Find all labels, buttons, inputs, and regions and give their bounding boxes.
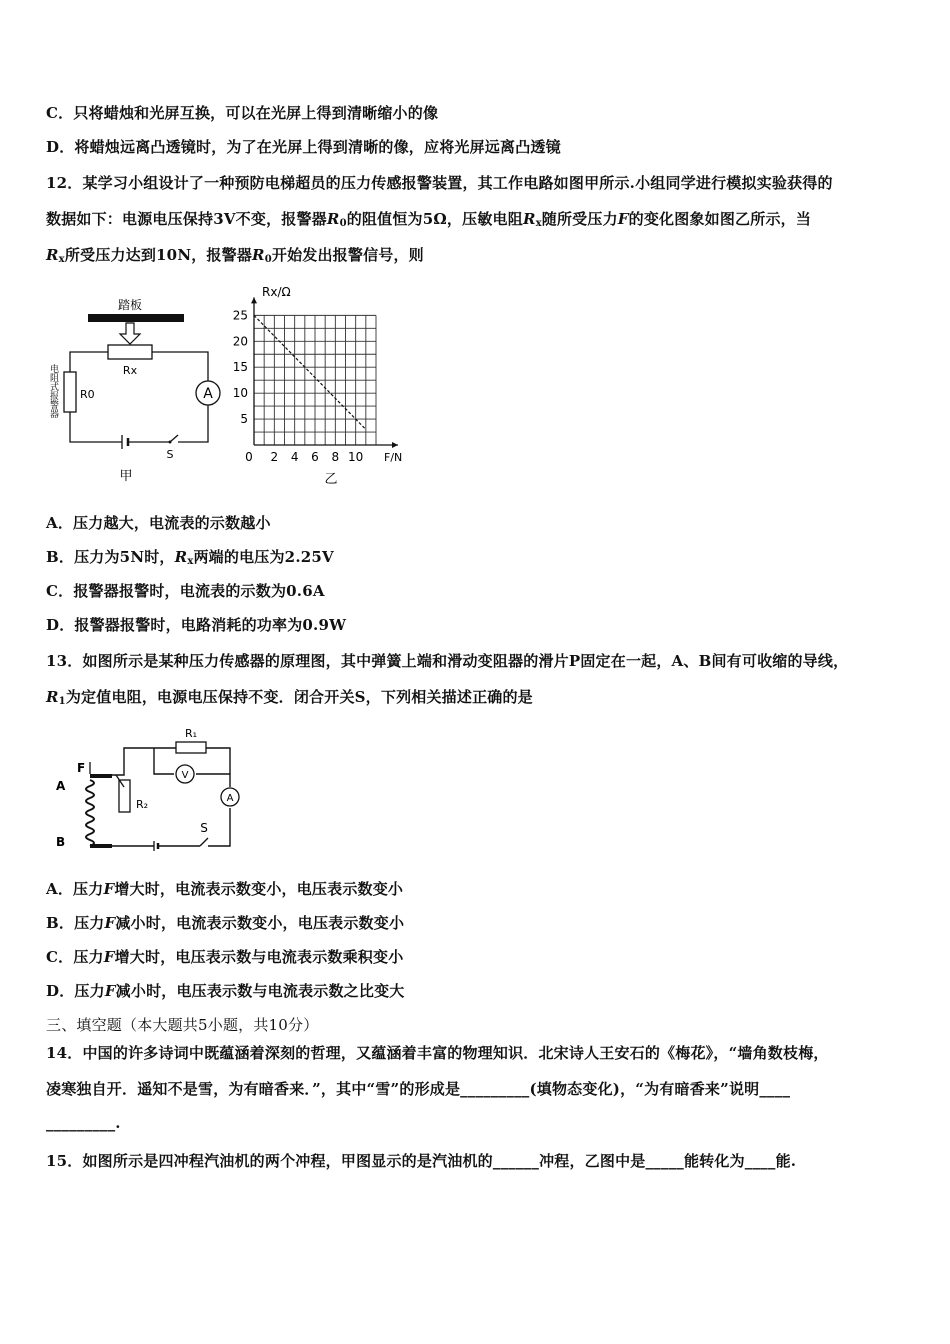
q11-option-d: D．将蜡烛远离凸透镜时，为了在光屏上得到清晰的像，应将光屏远离凸透镜 bbox=[46, 138, 561, 156]
r0-resistor bbox=[64, 372, 76, 412]
r1-resistor bbox=[176, 742, 206, 753]
x-tick-label: 6 bbox=[311, 450, 319, 464]
q12-option-a: A．压力越大，电流表的示数越小 bbox=[46, 514, 271, 532]
q11-option-c: C．只将蜡烛和光屏互换，可以在光屏上得到清晰缩小的像 bbox=[46, 104, 439, 122]
point-a-label: A bbox=[56, 779, 66, 793]
q14-line1: 14．中国的许多诗词中既蕴涵着深刻的哲理，又蕴涵着丰富的物理知识．北宋诗人王安石的《梅花》，“墙角数枝梅， bbox=[46, 1044, 829, 1062]
q12-stem-line3: $R_x$所受压力达到10N，报警器$R_0$开始发出报警信号，则 bbox=[46, 246, 424, 265]
switch-icon bbox=[200, 838, 208, 846]
q12-stem-line1: 12．某学习小组设计了一种预防电梯超员的压力传感报警装置，其工作电路如图甲所示.小组同学进行模拟实验获得的 bbox=[46, 174, 833, 192]
q13-option-c: C．压力F增大时，电压表示数与电流表示数乘积变小 bbox=[46, 948, 404, 966]
q14-line2: 凌寒独自开．遥知不是雪，为有暗香来．”，其中“雪”的形成是_________(填物态变化)，“为有暗香来”说明____ bbox=[46, 1080, 791, 1098]
ammeter-label: A bbox=[203, 386, 213, 402]
switch-label: S bbox=[166, 448, 174, 461]
figure-a-caption: 甲 bbox=[119, 469, 133, 484]
r0-label: R0 bbox=[80, 388, 95, 401]
section-heading: 三、填空题（本大题共5小题，共10分） bbox=[46, 1016, 319, 1034]
q13-option-a: A．压力F增大时，电流表示数变小，电压表示数变小 bbox=[46, 880, 404, 898]
y-tick-label: 10 bbox=[232, 386, 248, 401]
x-tick-label: 0 bbox=[245, 450, 253, 464]
chart-y-label: Rx/Ω bbox=[262, 285, 291, 299]
rx-label: Rx bbox=[122, 364, 138, 377]
q13-option-b: B．压力F减小时，电流表示数变小，电压表示数变小 bbox=[46, 914, 405, 932]
q15-line1: 15．如图所示是四冲程汽油机的两个冲程，甲图显示的是汽油机的______冲程，乙图中是_____能转化为____能. bbox=[46, 1152, 797, 1170]
r2-rheostat bbox=[119, 780, 130, 812]
pedal-label: 踏板 bbox=[117, 298, 143, 312]
q13-stem-line2: $R_1$为定值电阻，电源电压保持不变．闭合开关S，下列相关描述正确的是 bbox=[46, 688, 533, 707]
q13-wires bbox=[90, 748, 230, 846]
r1-label: R₁ bbox=[184, 727, 198, 740]
q12-chart bbox=[228, 280, 428, 490]
q12-circuit-figure bbox=[50, 292, 225, 487]
alarm-label: 电阻式报警器 bbox=[48, 364, 58, 418]
r2-label: R₂ bbox=[136, 798, 149, 811]
y-tick-label: 25 bbox=[232, 308, 248, 323]
y-tick-label: 20 bbox=[232, 334, 248, 349]
q12-option-c: C．报警器报警时，电流表的示数为0.6A bbox=[46, 582, 325, 600]
chart-x-label: F/N bbox=[384, 451, 403, 464]
y-axis-arrow-icon bbox=[251, 297, 257, 303]
q12-stem-line2: 数据如下：电源电压保持3V不变，报警器$R_0$的阻值恒为5Ω，压敏电阻$R_x$随所受压力F的变化图象如图乙所示，当 bbox=[46, 210, 812, 229]
force-label: F bbox=[77, 761, 86, 775]
point-b-label: B bbox=[56, 835, 66, 849]
q13-stem-line1: 13．如图所示是某种压力传感器的原理图，其中弹簧上端和滑动变阻器的滑片P固定在一起，A、B间有可收缩的导线， bbox=[46, 652, 849, 670]
x-tick-label: 8 bbox=[331, 450, 340, 464]
ammeter-label: A bbox=[226, 793, 234, 804]
q14-line3: _________. bbox=[46, 1114, 121, 1132]
switch-icon bbox=[170, 435, 178, 442]
rx-resistor bbox=[108, 345, 152, 359]
q13-option-d: D．压力F减小时，电压表示数与电流表示数之比变大 bbox=[46, 982, 405, 1000]
spring-icon bbox=[86, 780, 94, 846]
pressure-arrow-icon bbox=[120, 323, 140, 344]
x-tick-label: 2 bbox=[270, 450, 279, 464]
switch-pivot bbox=[169, 441, 172, 444]
y-tick-label: 5 bbox=[240, 412, 248, 427]
x-tick-label: 10 bbox=[348, 450, 364, 464]
y-tick-label: 15 bbox=[232, 360, 248, 375]
q13-circuit-figure bbox=[50, 722, 250, 857]
chart-series-line bbox=[254, 315, 366, 429]
q12-option-b: B．压力为5N时，$R_x$两端的电压为2.25V bbox=[46, 548, 334, 567]
figure-b-caption: 乙 bbox=[324, 472, 338, 487]
switch-label: S bbox=[200, 821, 208, 835]
x-tick-label: 4 bbox=[290, 450, 299, 464]
pedal-plate bbox=[88, 314, 184, 322]
x-axis-arrow-icon bbox=[392, 442, 398, 448]
voltmeter-label: V bbox=[181, 770, 189, 781]
q12-option-d: D．报警器报警时，电路消耗的功率为0.9W bbox=[46, 616, 347, 634]
